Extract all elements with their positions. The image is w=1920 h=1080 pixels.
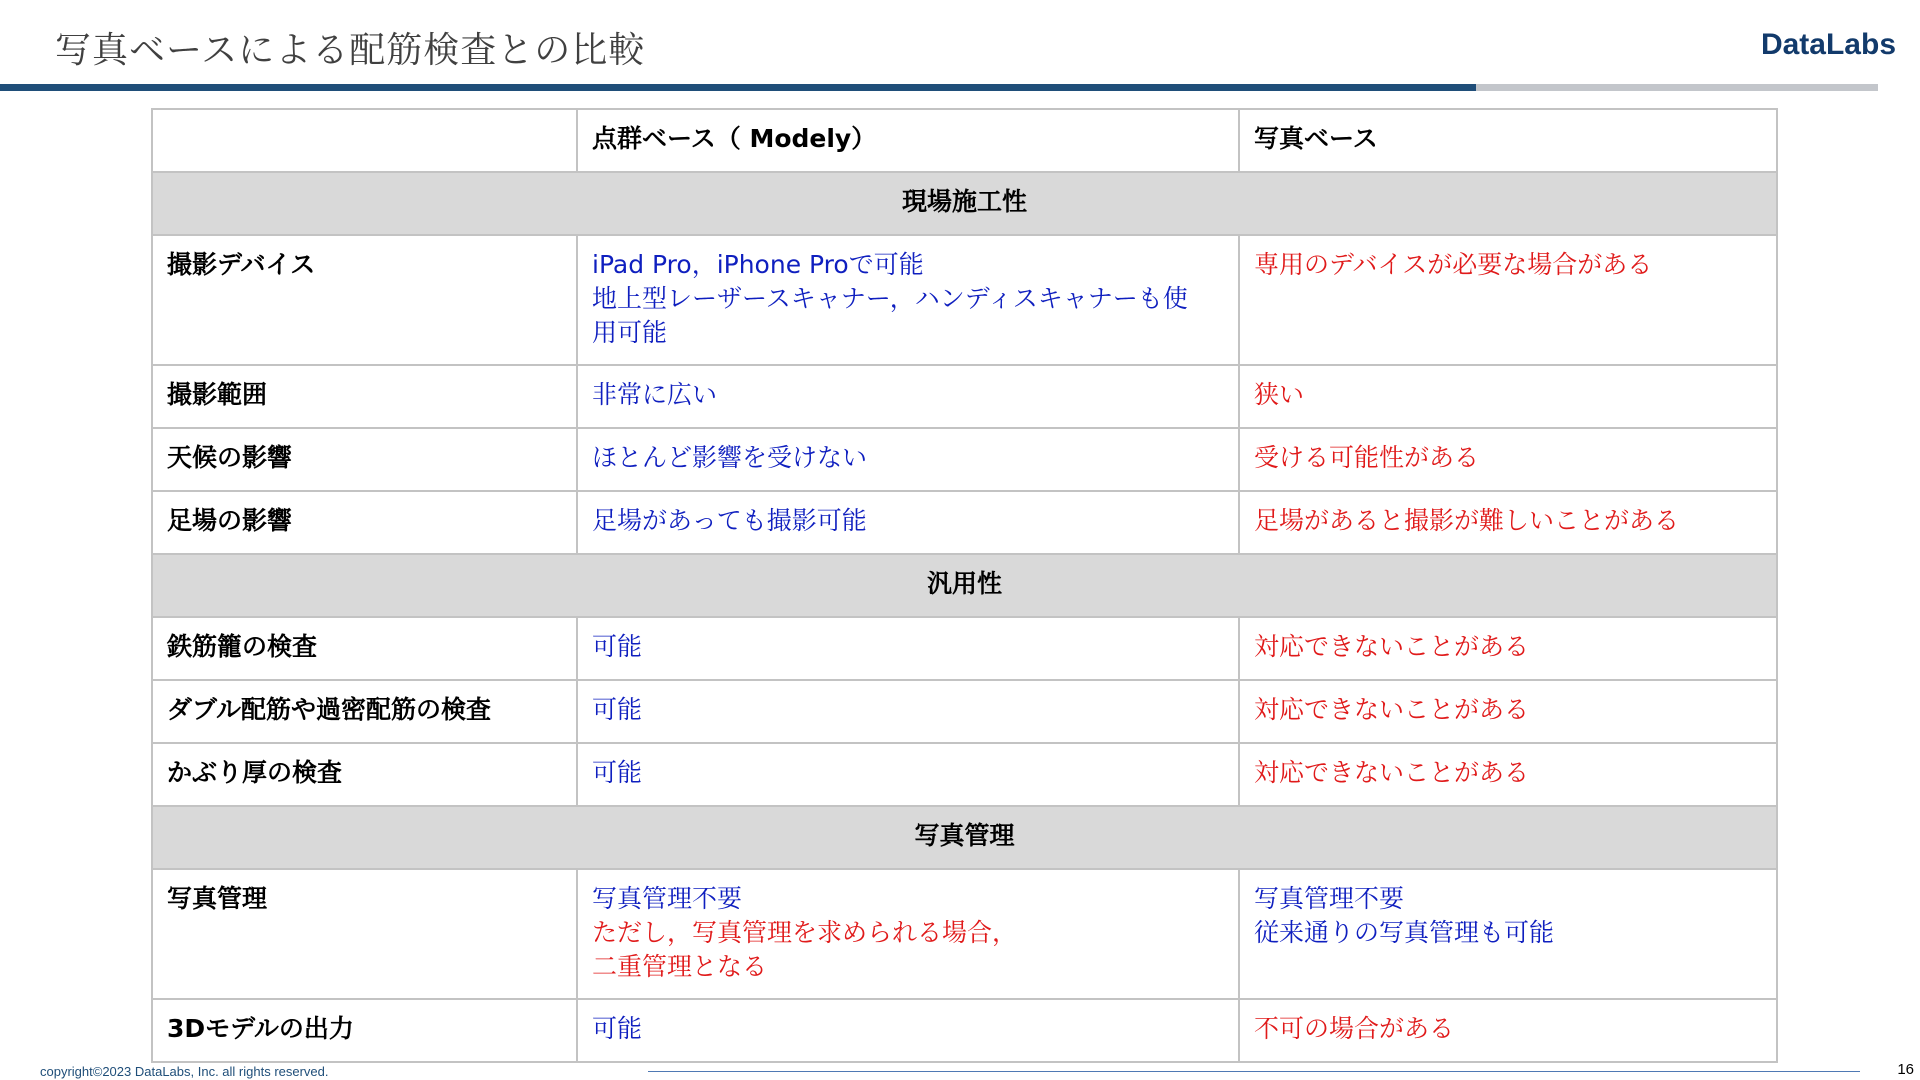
cell-line: 二重管理となる (592, 952, 768, 981)
cell-line: 写真管理不要 (1254, 884, 1405, 913)
pointcloud-cell (577, 617, 1239, 680)
row-label: ダブル配筋や過密配筋の検査 (152, 680, 577, 743)
cell-line: 可能 (592, 758, 643, 787)
cell-line: 対応できないことがある (1254, 632, 1530, 661)
footer-rule (648, 1071, 1860, 1072)
pointcloud-cell (577, 869, 1239, 999)
table-row (152, 235, 1777, 365)
photo-cell (1239, 365, 1777, 428)
cell-line: 足場があると撮影が難しいことがある (1254, 506, 1680, 535)
table-row (152, 680, 1777, 743)
header-rule-dark (0, 84, 1476, 91)
cell-line: 不可の場合がある (1254, 1014, 1455, 1043)
pointcloud-cell (577, 235, 1239, 365)
row-label: かぶり厚の検査 (152, 743, 577, 806)
cell-line: 写真管理不要 (592, 884, 743, 913)
row-label: 足場の影響 (152, 491, 577, 554)
row-label: 写真管理 (152, 869, 577, 999)
table-row (152, 869, 1777, 999)
table-row (152, 428, 1777, 491)
table-row (152, 617, 1777, 680)
section-row-site (152, 172, 1777, 235)
table-header-row (152, 109, 1777, 172)
cell-line: 専用のデバイスが必要な場合がある (1254, 250, 1653, 279)
cell-line: 受ける可能性がある (1254, 443, 1480, 472)
cell-line: 地上型レーザースキャナー，ハンディスキャナーも使 (592, 284, 1188, 313)
row-label: 撮影範囲 (152, 365, 577, 428)
cell-line: iPad Pro，iPhone Proで可能 (592, 250, 924, 279)
section-title: 写真管理 (152, 806, 1777, 869)
photo-cell (1239, 680, 1777, 743)
row-label: 天候の影響 (152, 428, 577, 491)
table-row (152, 365, 1777, 428)
photo-cell (1239, 491, 1777, 554)
page-title: 写真ベースによる配筋検査との比較 (55, 30, 646, 71)
photo-cell (1239, 428, 1777, 491)
cell-line: 可能 (592, 1014, 643, 1043)
row-label: 鉄筋籠の検査 (152, 617, 577, 680)
photo-cell (1239, 999, 1777, 1062)
footer-copyright: copyright©2023 DataLabs, Inc. all rights reserved. (40, 1064, 329, 1079)
cell-line: 用可能 (592, 318, 668, 347)
section-title: 現場施工性 (152, 172, 1777, 235)
cell-line: 足場があっても撮影可能 (592, 506, 867, 535)
cell-line: ただし，写真管理を求められる場合， (592, 918, 1018, 947)
cell-line: 可能 (592, 632, 643, 661)
datalabs-logo: DataLabs (1760, 28, 1896, 61)
cell-line: 対応できないことがある (1254, 758, 1530, 787)
table-row (152, 743, 1777, 806)
photo-cell (1239, 743, 1777, 806)
table-row (152, 491, 1777, 554)
pointcloud-cell (577, 680, 1239, 743)
pointcloud-cell (577, 365, 1239, 428)
cell-line: ほとんど影響を受けない (592, 443, 868, 472)
row-label: 撮影デバイス (152, 235, 577, 365)
page-number: 16 (1897, 1061, 1914, 1078)
header-rule-light (1476, 84, 1878, 91)
pointcloud-cell (577, 428, 1239, 491)
photo-cell (1239, 869, 1777, 999)
table-row (152, 999, 1777, 1062)
section-title: 汎用性 (152, 554, 1777, 617)
header-cell-photo: 写真ベース (1239, 109, 1777, 172)
header-cell-empty (152, 109, 577, 172)
cell-line: 非常に広い (592, 380, 718, 409)
comparison-table (151, 108, 1778, 1063)
cell-line: 狭い (1254, 380, 1305, 409)
cell-line: 対応できないことがある (1254, 695, 1530, 724)
cell-line: 従来通りの写真管理も可能 (1254, 918, 1555, 947)
section-row-versatility (152, 554, 1777, 617)
pointcloud-cell (577, 999, 1239, 1062)
section-row-photo-management (152, 806, 1777, 869)
header-cell-pointcloud: 点群ベース（ Modely） (577, 109, 1239, 172)
row-label: 3Dモデルの出力 (152, 999, 577, 1062)
pointcloud-cell (577, 743, 1239, 806)
cell-line: 可能 (592, 695, 643, 724)
photo-cell (1239, 617, 1777, 680)
pointcloud-cell (577, 491, 1239, 554)
photo-cell (1239, 235, 1777, 365)
